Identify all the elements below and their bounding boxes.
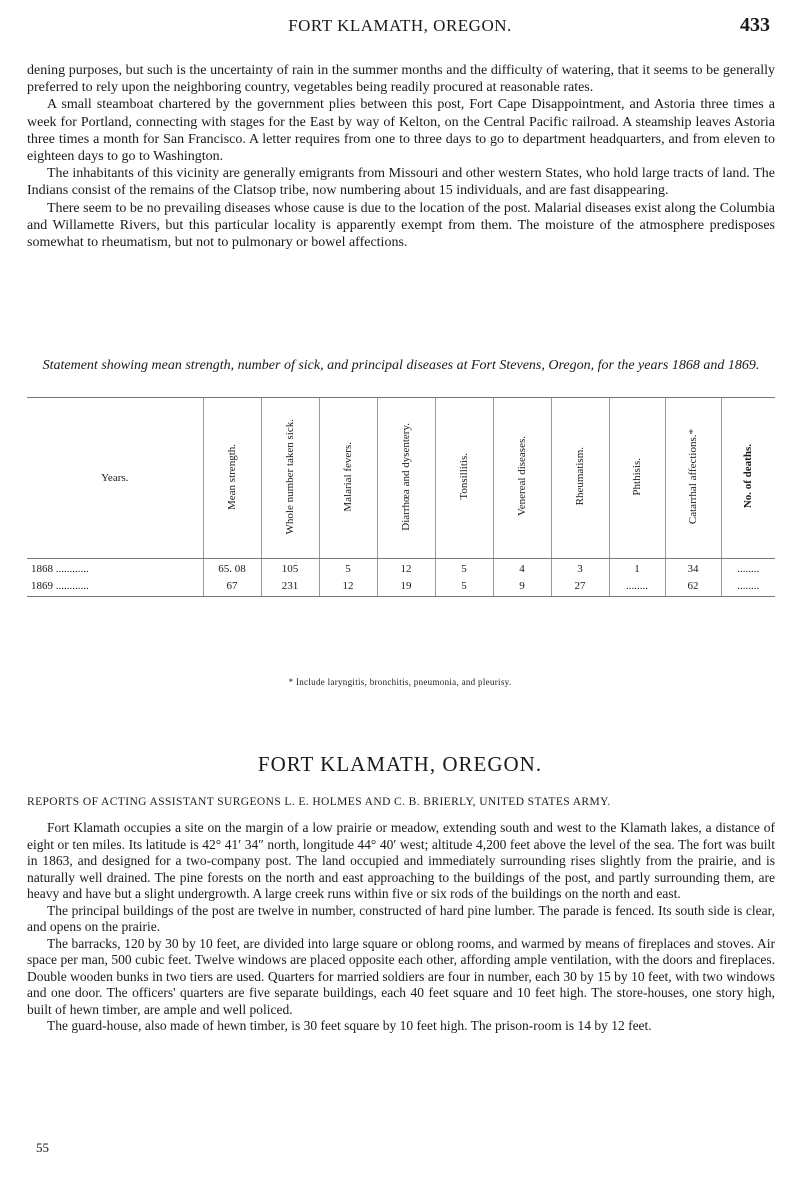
table-cell: 34 [665,559,721,577]
table-cell: ........ [721,576,775,597]
paragraph: The guard-house, also made of hewn timber, is 30 feet square by 10 feet high. The prison-room is 14 by 12 feet. [47,1018,652,1033]
running-title: FORT KLAMATH, OREGON. [288,16,512,35]
table-cell: 4 [493,559,551,577]
column-header: Mean strength. [203,398,261,559]
table-cell: 27 [551,576,609,597]
column-header-years: Years. [27,398,203,559]
table-cell: 5 [319,559,377,577]
running-head [0,16,800,40]
table-cell: ........ [721,559,775,577]
signature-mark: 55 [36,1140,49,1155]
table-cell: 62 [665,576,721,597]
table-cell: 65. 08 [203,559,261,577]
table-cell: 12 [377,559,435,577]
reports-byline: REPORTS OF ACTING ASSISTANT SURGEONS L. E. HOLMES AND C. B. BRIERLY, UNITED STATES ARMY. [27,796,611,808]
page-number: 433 [740,14,770,36]
column-header: No. of deaths. [721,398,775,559]
table-row [27,576,775,597]
table-cell: 67 [203,576,261,597]
table-cell: 5 [435,559,493,577]
table-cell: 231 [261,576,319,597]
table-cell: 5 [435,576,493,597]
table-cell: 12 [319,576,377,597]
table-header-row [27,398,775,559]
column-header: Catarrhal affections.* [665,398,721,559]
table-row [27,559,775,577]
table-cell: 19 [377,576,435,597]
year-cell: 1868 ..... [27,559,203,577]
column-header: Malarial fevers. [319,398,377,559]
year-cell: 1869 ..... [27,576,203,597]
table-cell: 3 [551,559,609,577]
column-header: Diarrhœa and dysentery. [377,398,435,559]
table-cell: ........ [609,576,665,597]
table-footnote: * Include laryngitis, bronchitis, pneumonia, and pleurisy. [288,677,512,687]
sick-statistics-table [27,397,775,597]
top-body-text [27,62,775,251]
section-title: FORT KLAMATH, OREGON. [257,752,543,776]
column-header: Phthisis. [609,398,665,559]
column-header: Venereal diseases. [493,398,551,559]
paragraph: There seem to be no prevailing diseases whose cause is due to the location of the post. Malarial diseases exist along the Columbia and Willamette Rivers, but this particular locality is apparently exempt from them. The moisture of the atmosphere predisposes somewhat to rheumatism, but not to pulmonary or bowel affections. [27,200,775,251]
table-cell: 105 [261,559,319,577]
paragraph: A small steamboat chartered by the government plies between this post, Fort Cape Disappointment, and Astoria three times a week for Portland, connecting with stages for the East by way of Kelton, on the Central Pacific railroad. A steamship leaves Astoria three times a month for San Francisco. A letter requires from one to three days to go to department headquarters, and from eleven to eighteen days to go to Washington. [27,97,775,165]
column-header: Tonsillitis. [435,398,493,559]
section-body-text [27,820,775,1035]
column-header: Whole number taken sick. [261,398,319,559]
table-cell: 9 [493,576,551,597]
paragraph: Fort Klamath occupies a site on the margin of a low prairie or meadow, extending south and west to the Klamath lakes, a distance of eight or ten miles. Its latitude is 42° 41′ 34″ north, longitude 44° 40′ west; altitude 4,200 feet above the level of the sea. The fort was built in 1863, and designed for a two-company post. The land occupied and immediately surrounding rises slightly from the prairie, and is naturally well drained. The pine forests on the north and east approaching to the buildings of the post, and partly surrounding them, are heavy and have but a slight undergrowth. A large creek runs within five or six rods of the buildings on the north and east. [27,820,775,901]
table-caption: Statement showing mean strength, number of sick, and principal diseases at Fort Stevens, Oregon, for the years 1868 and 1869. [42,358,760,373]
paragraph: The inhabitants of this vicinity are generally emigrants from Missouri and other western States, who hold large tracts of land. The Indians consist of the remains of the Clatsop tribe, now numbering about 15 individuals, and are fast disappearing. [27,166,775,199]
paragraph: The principal buildings of the post are twelve in number, constructed of hard pine lumber. The parade is fenced. Its south side is clear, and opens on the prairie. [27,902,775,934]
paragraph: The barracks, 120 by 30 by 10 feet, are divided into large square or oblong rooms, and warmed by means of fireplaces and stoves. Air space per man, 500 cubic feet. Twelve windows are placed opposite each other, affording ample ventilation, with the doors and fireplaces. Double wooden bunks in two tiers are used. Quarters for married soldiers are four in number, each 30 by 15 by 10 feet, with two windows and one door. The officers' quarters are five separate buildings, each 40 feet square and 10 feet high. The store-houses, one story high, built of hewn timber, are ample and well policed. [27,935,775,1017]
column-header: Rheumatism. [551,398,609,559]
table-cell: 1 [609,559,665,577]
paragraph: dening purposes, but such is the uncertainty of rain in the summer months and the difficulty of watering, that it seems to be generally preferred to rely upon the neighboring country, vegetables being readily procured at reasonable rates. [27,63,775,96]
